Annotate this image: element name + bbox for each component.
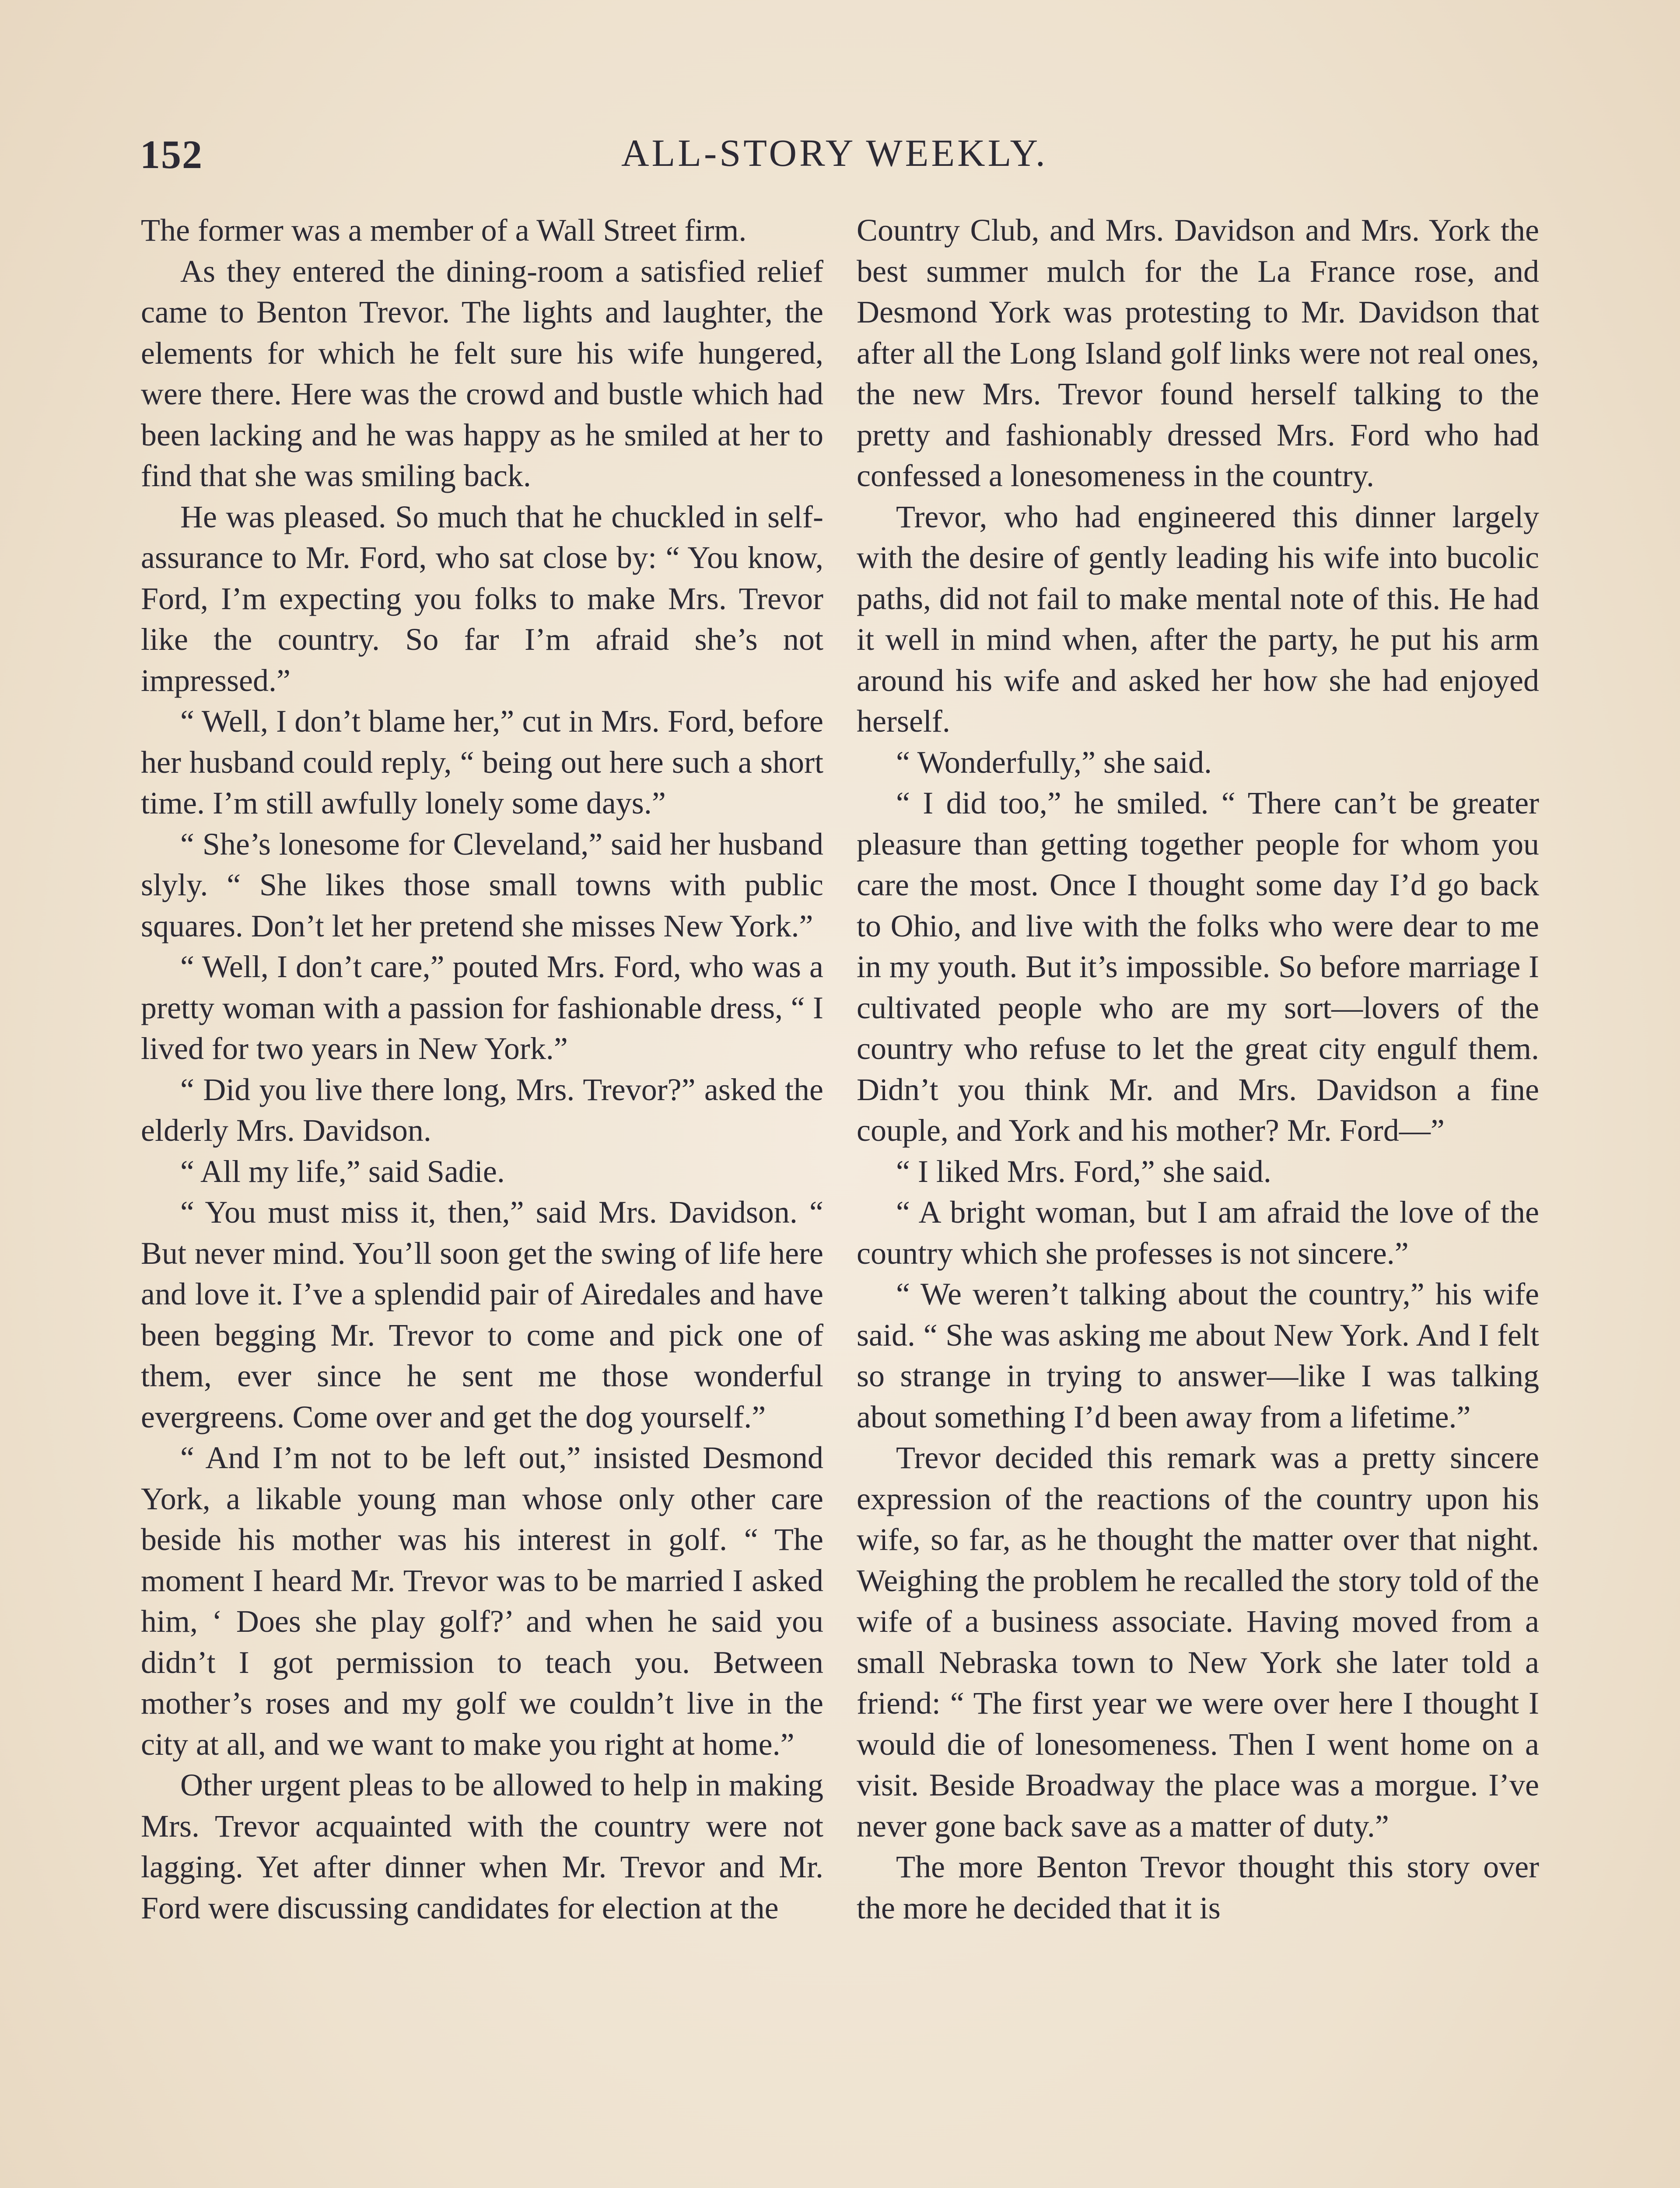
paragraph: The more Benton Trevor thought this story over the more he decided that it is <box>857 1849 1539 1925</box>
paragraph: Country Club, and Mrs. Davidson and Mrs. York the best summer mulch for the La France rose, and Desmond York was protesting to Mr. Davidson that after all the Long Island golf links were not real ones, the new Mrs. Trevor found herself talking to the pretty and fashionably dressed Mrs. Ford who had confessed a lonesomeness in the country. <box>857 213 1539 493</box>
paragraph: “ Well, I don’t care,” pouted Mrs. Ford, who was a pretty woman with a passion for fashionable dress, “ I lived for two years in New York.” <box>141 949 823 1066</box>
paragraph: “ All my life,” said Sadie. <box>180 1154 505 1189</box>
paragraph: Trevor, who had engineered this dinner largely with the desire of gently leading his wife into bucolic paths, did not fail to make mental note of this. He had it well in mind when, after the party, he put his arm around his wife and asked her how she had enjoyed herself. <box>857 499 1539 739</box>
paragraph: “ She’s lonesome for Cleveland,” said her husband slyly. “ She likes those small towns with public squares. Don’t let her pretend she misses New York.” <box>141 826 823 943</box>
right-column <box>857 210 1539 2188</box>
paragraph: Other urgent pleas to be allowed to help in making Mrs. Trevor acquainted with the country were not lagging. Yet after dinner when Mr. Trevor and Mr. Ford were discussing candidates for election at the <box>141 1767 823 1925</box>
page-header <box>140 131 1540 179</box>
paragraph: “ You must miss it, then,” said Mrs. Davidson. “ But never mind. You’ll soon get the swing of life here and love it. I’ve a splendid pair of Airedales and have been begging Mr. Trevor to come and pick one of them, ever since he sent me those wonderful evergreens. Come over and get the dog yourself.” <box>141 1195 823 1434</box>
paragraph: “ We weren’t talking about the country,” his wife said. “ She was asking me about New York. And I felt so strange in trying to answer—like I was talking about something I’d been away from a lifetime.” <box>857 1276 1539 1434</box>
paragraph: “ Well, I don’t blame her,” cut in Mrs. Ford, before her husband could reply, “ being out here such a short time. I’m still awfully lonely some days.” <box>141 704 823 820</box>
running-head: ALL-STORY WEEKLY. <box>621 132 1048 175</box>
paragraph: “ I liked Mrs. Ford,” she said. <box>896 1154 1271 1189</box>
paragraph: “ Did you live there long, Mrs. Trevor?” asked the elderly Mrs. Davidson. <box>141 1072 823 1148</box>
paragraph: As they entered the dining-room a satisfied relief came to Benton Trevor. The lights and laughter, the elements for which he felt sure his wife hungered, were there. Here was the crowd and bustle which had been lacking and he was happy as he smiled at her to find that she was smiling back. <box>141 253 823 493</box>
paragraph: The former was a member of a Wall Street firm. <box>141 213 747 248</box>
paragraph: “ A bright woman, but I am afraid the love of the country which she professes is not sincere.” <box>857 1195 1539 1271</box>
paragraph: Trevor decided this remark was a pretty sincere expression of the reactions of the country upon his wife, so far, as he thought the matter over that night. Weighing the problem he recalled the story told of the wife of a business associate. Having moved from a small Nebraska town to New York she later told a friend: “ The first year we were over here I thought I would die of lonesomeness. Then I went home on a visit. Beside Broadway the place was a morgue. I’ve never gone back save as a matter of duty.” <box>857 1440 1539 1844</box>
paragraph: “ And I’m not to be left out,” insisted Desmond York, a likable young man whose only other care beside his mother was his interest in golf. “ The moment I heard Mr. Trevor was to be married I asked him, ‘ Does she play golf?’ and when he said you didn’t I got permission to teach you. Between mother’s roses and my golf we couldn’t live in the city at all, and we want to make you right at home.” <box>141 1440 823 1762</box>
paragraph: “ Wonderfully,” she said. <box>896 744 1212 780</box>
left-column <box>141 210 823 2188</box>
page-number: 152 <box>140 132 203 177</box>
paragraph: He was pleased. So much that he chuckled in self-assurance to Mr. Ford, who sat close by: “ You know, Ford, I’m expecting you folks to make Mrs. Trevor like the country. So far I’m afraid she’s not impressed.” <box>141 499 823 698</box>
paragraph: “ I did too,” he smiled. “ There can’t be greater pleasure than getting together people for whom you care the most. Once I thought some day I’d go back to Ohio, and live with the folks who were dear to me in my youth. But it’s impossible. So before marriage I cultivated people who are my sort—lovers of the country who refuse to let the great city engulf them. Didn’t you think Mr. and Mrs. Davidson a fine couple, and York and his mother? Mr. Ford—” <box>857 785 1539 1148</box>
